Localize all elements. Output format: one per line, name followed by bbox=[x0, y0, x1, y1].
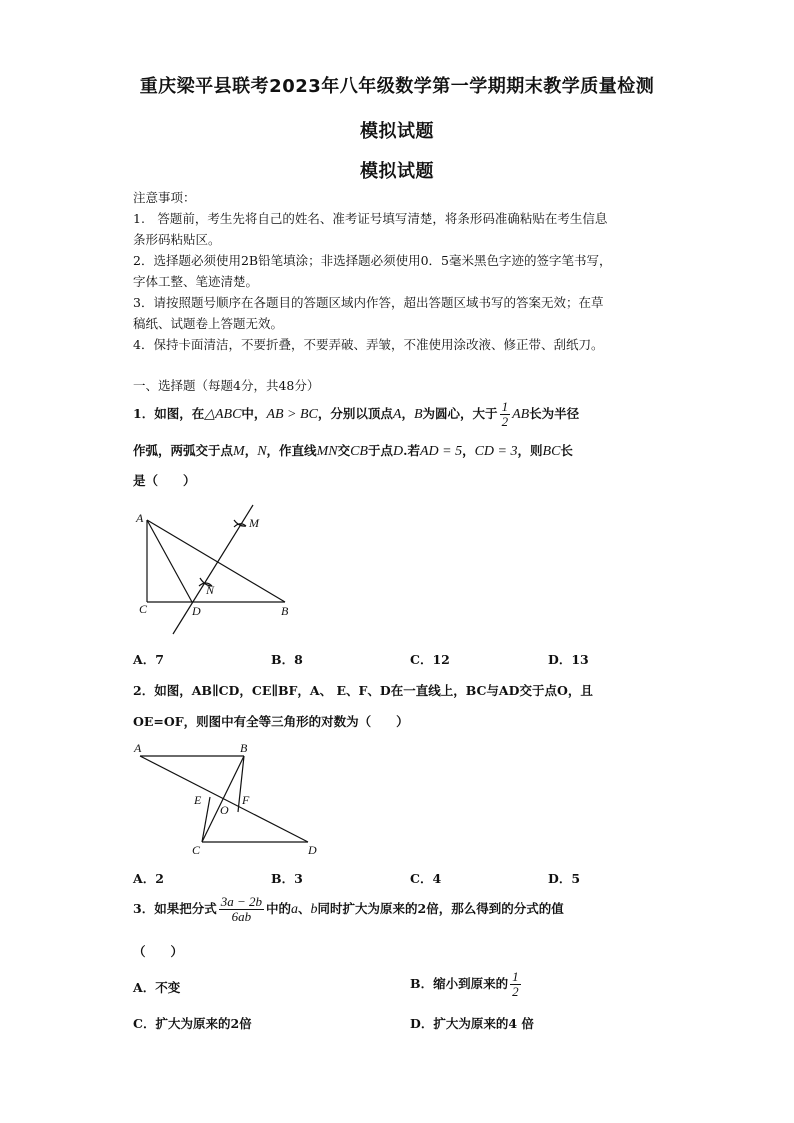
notice-line: 1. 答题前，考生先将自己的姓名、准考证号填写清楚，将条形码准确粘贴在考生信息 bbox=[133, 211, 608, 226]
q1-option-c[interactable]: C．12 bbox=[410, 652, 450, 667]
section-heading: 一、选择题（每题4分，共48分） bbox=[133, 378, 320, 393]
label-c: C bbox=[192, 843, 201, 857]
label-d: D bbox=[308, 843, 317, 857]
notice-line: 4．保持卡面清洁，不要折叠，不要弄破、弄皱，不准使用涂改液、修正带、刮纸刀。 bbox=[133, 337, 604, 352]
q3-option-a[interactable]: A．不变 bbox=[133, 980, 181, 995]
fraction-expression: $\frac{3a - 2b}{6ab}$ bbox=[220, 894, 262, 924]
label-f: F bbox=[242, 793, 250, 807]
q1-line2: 作弧，两弧交于点M，N，作直线MN交CB于点D.若AD = 5，CD = 3，则BC长 bbox=[133, 443, 573, 459]
label-b: B bbox=[240, 741, 248, 755]
q2-option-c[interactable]: C．4 bbox=[410, 871, 442, 886]
segment-ad bbox=[147, 520, 192, 602]
label-n: N bbox=[206, 583, 215, 597]
q3-option-d[interactable]: D．扩大为原来的4 倍 bbox=[410, 1016, 534, 1031]
fraction-half: $\frac{1}{2}$ bbox=[501, 399, 509, 429]
page-subtitle: 模拟试题 bbox=[360, 121, 434, 142]
label-c: C bbox=[139, 602, 148, 616]
q3-answer-paren: （ ） bbox=[133, 944, 184, 959]
q3-option-b[interactable]: B．缩小到原来的 $\frac{1}{2}$ bbox=[410, 969, 519, 999]
label-a: A bbox=[134, 741, 142, 755]
notice-line: 2．选择题必须使用2B铅笔填涂；非选择题必须使用0．5毫米黑色字迹的签字笔书写， bbox=[133, 253, 612, 268]
fraction-half: $\frac{1}{2}$ bbox=[512, 969, 519, 999]
label-b: B bbox=[281, 604, 289, 618]
q1-figure bbox=[130, 500, 320, 640]
label-a: A bbox=[136, 511, 144, 525]
segment-bc bbox=[202, 756, 244, 842]
notice-line: 条形码粘贴区。 bbox=[133, 232, 221, 247]
segment-ad bbox=[140, 756, 308, 842]
segment-ab bbox=[147, 520, 285, 602]
q3-line1: 3．如果把分式 $\frac{3a - 2b}{6ab}$ 中的a、b同时扩大为原来的2倍，那么得到的分式的值 bbox=[133, 894, 564, 924]
q2-option-d[interactable]: D．5 bbox=[548, 871, 581, 886]
label-m: M bbox=[249, 516, 259, 530]
q1-line3: 是（ ） bbox=[133, 473, 196, 488]
page-title: 重庆梁平县联考2023年八年级数学第一学期期末教学质量检测 bbox=[139, 76, 655, 97]
q2-figure bbox=[130, 738, 330, 863]
q2-line2: OE=OF，则图中有全等三角形的对数为（ ） bbox=[133, 714, 409, 729]
q2-option-a[interactable]: A．2 bbox=[133, 871, 164, 886]
notice-line: 3．请按照题号顺序在各题目的答题区域内作答，超出答题区域书写的答案无效；在草 bbox=[133, 295, 604, 310]
q3-option-c[interactable]: C．扩大为原来的2倍 bbox=[133, 1016, 252, 1031]
q1-option-a[interactable]: A．7 bbox=[133, 652, 164, 667]
q1-option-b[interactable]: B．8 bbox=[271, 652, 303, 667]
q2-line1: 2．如图，AB∥CD，CE∥BF，A、 E、F、D在一直线上，BC与AD交于点O，且 bbox=[133, 683, 593, 698]
q1-line1: 1．如图，在△ABC中，AB > BC，分别以顶点A，B为圆心，大于 $\frac{1}{2}$ AB长为半径 bbox=[133, 399, 580, 429]
notice-heading: 注意事项： bbox=[133, 190, 196, 205]
q2-option-b[interactable]: B．3 bbox=[271, 871, 303, 886]
notice-line: 稿纸、试题卷上答题无效。 bbox=[133, 316, 284, 331]
q1-option-d[interactable]: D．13 bbox=[548, 652, 589, 667]
segment-ce bbox=[202, 797, 210, 842]
label-e: E bbox=[194, 793, 202, 807]
notice-line: 字体工整、笔迹清楚。 bbox=[133, 274, 259, 289]
page-subtitle-repeat: 模拟试题 bbox=[360, 161, 434, 182]
label-o: O bbox=[220, 803, 229, 817]
label-d: D bbox=[192, 604, 201, 618]
